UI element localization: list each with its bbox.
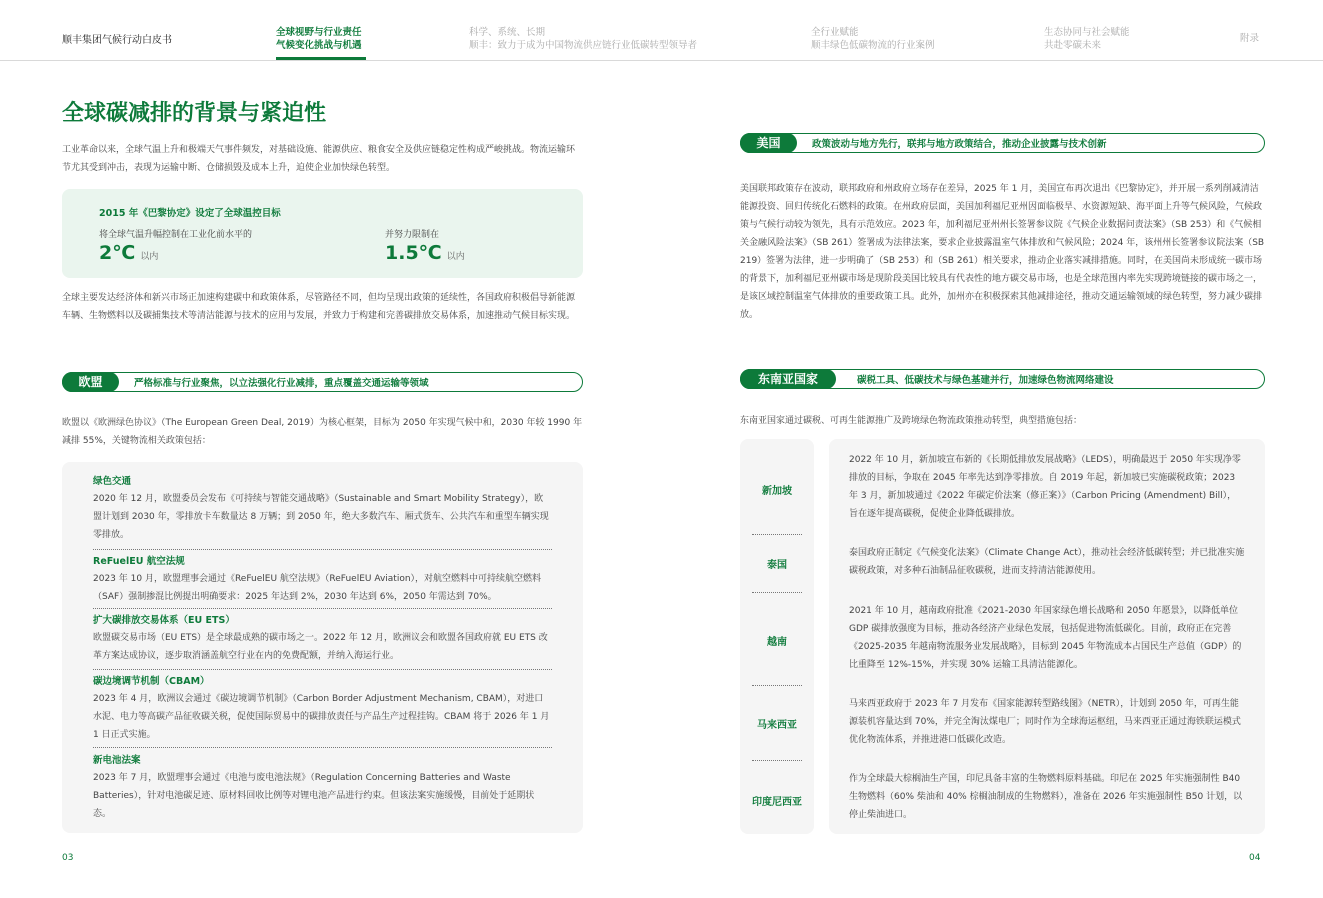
divider (93, 549, 552, 550)
eu-item-text: 2020 年 12 月，欧盟委员会发布《可持续与智能交通战略》（Sustainable and Smart Mobility Strategy），欧盟计划到 2030 年，零排放卡车数量达 8 万辆；到 2050 年，绝大多数汽车、厢式货车、公共汽车和重型车辆实现零排放。 (93, 494, 549, 540)
tab-line1: 全行业赋能 (811, 27, 859, 38)
tab-line2: 顺丰绿色低碳物流的行业案例 (811, 40, 935, 51)
sea-section-header (740, 369, 1265, 389)
top-nav (0, 0, 1323, 61)
paris-agreement-box (62, 189, 583, 278)
tab-eco-synergy[interactable] (1044, 26, 1130, 52)
eu-item-text: 2023 年 10 月，欧盟理事会通过《ReFuelEU 航空法规》（ReFuelEU Aviation），对航空燃料中可持续航空燃料（SAF）强制掺混比例提出明确要求：2025 年达到 2%，2030 年达到 6%，2050 年需达到 70%。 (93, 574, 542, 602)
us-paragraph: 美国联邦政策存在波动，联邦政府和州政府立场存在差异，2025 年 1 月，美国宣布再次退出《巴黎协定》，并开展一系列削减清洁能源投资、回归传统化石燃料的政策。在州政府层面，美国加利福尼亚州因面临极旱、水资源短缺、海平面上升等气候风险，气候政策与气候行动较为领先，具有示范效应。2023 年，加利福尼亚州州长签署参议院《气候企业数据问责法案》（SB 253）和《气候相关金融风险法案》（SB 261）签署成为法律法案，要求企业披露温室气体排放和气候风险；2024 年，该州州长签署参议院法案（SB 219）签署为法律，进一步明确了（SB 253）和（SB 261）相关要求，推动企业落实减排措施。同时，在美国尚未形成统一碳市场的背景下，加利福尼亚州碳市场是现阶段美国比较具有代表性的地方碳交易市场，也是全球范围内率先实现跨境链接的碳市场之一，是该区域控制温室气体排放的重要政策工具。此外，加州亦在积极探索其他减排途径，推动交通运输领域的绿色转型，努力减少碳排放。 (740, 184, 1265, 320)
eu-item-text: 欧盟碳交易市场（EU ETS）是全球最成熟的碳市场之一。2022 年 12 月，欧洲议会和欧盟各国政府就 EU ETS 改革方案达成协议，逐步取消涵盖航空行业在内的免费配额，并纳入海运行业。 (93, 633, 548, 661)
eu-item-title: 碳边境调节机制（CBAM） (93, 676, 210, 687)
country-label: 泰国 (767, 560, 787, 571)
page-number-left: 03 (62, 853, 74, 863)
eu-intro: 欧盟以《欧洲绿色协议》（The European Green Deal, 2019）为核心框架，目标为 2050 年实现气候中和，2030 年较 1990 年减排 55%，关键物流相关政策包括： (62, 418, 583, 446)
paris-right-figure (385, 242, 465, 264)
sea-policy-column (829, 439, 1265, 834)
eu-item-text: 2023 年 7 月，欧盟理事会通过《电池与废电池法规》（Regulation Concerning Batteries and Waste Batteries），针对电池碳足迹、原材料回收比例等对锂电池产品进行约束。但该法案实施缓慢，目前处于延期状态。 (93, 773, 535, 819)
policy-paragraph: 全球主要发达经济体和新兴市场正加速构建碳中和政策体系，尽管路径不同，但均呈现出政策的延续性，各国政府积极倡导新能源车辆、生物燃料以及碳捕集技术等清洁能源与技术的应用与发展，并致力于构建和完善碳排放交易体系，加速推动气候目标实现。 (62, 293, 576, 321)
tab-line2: 气候变化挑战与机遇 (276, 40, 362, 51)
divider (93, 608, 552, 609)
tab-science-system[interactable] (469, 26, 697, 52)
eu-section-header (62, 372, 583, 392)
sea-intro: 东南亚国家通过碳税、可再生能源推广及跨境绿色物流政策推动转型，典型措施包括： (740, 416, 1083, 426)
country-text: 2022 年 10 月，新加坡宣布新的《长期低排放发展战略》（LEDS），明确最迟于 2050 年实现净零排放的目标，争取在 2045 年率先达到净零排放。自 2019 年起，新加坡已实施碳税政策；2023 年 3 月，新加坡通过《2022 年碳定价法案（修正案）》（Carbon Pricing (Amendment) Bill），旨在逐年提高碳税，促使企业降低碳排放。 (849, 455, 1241, 519)
tab-line1: 全球视野与行业责任 (276, 27, 362, 38)
eu-item (93, 673, 552, 744)
tab-line2: 共赴零碳未来 (1044, 40, 1102, 51)
paris-right-unit: 以内 (446, 252, 465, 262)
us-section-header (740, 133, 1265, 153)
tab-line1: 生态协同与社会赋能 (1044, 27, 1130, 38)
page-number-right: 04 (1249, 853, 1261, 863)
tab-line2: 顺丰：致力于成为中国物流供应链行业低碳转型领导者 (469, 40, 698, 51)
country-label: 新加坡 (762, 486, 792, 497)
paris-left-figure (99, 242, 158, 264)
eu-item-title: ReFuelEU 航空法规 (93, 556, 185, 567)
divider (752, 760, 802, 761)
tab-line1: 科学、系统、长期 (469, 27, 546, 38)
paris-left-value: 2℃ (99, 242, 136, 264)
divider (752, 685, 802, 686)
paris-right-value: 1.5℃ (385, 242, 442, 264)
eu-tagline: 严格标准与行业聚焦，以立法强化行业减排，重点覆盖交通运输等领域 (134, 378, 429, 389)
paris-left-label: 将全球气温升幅控制在工业化前水平的 (99, 230, 253, 240)
country-label: 印度尼西亚 (752, 797, 802, 808)
country-text: 作为全球最大棕榈油生产国，印尼具备丰富的生物燃料原料基础。印尼在 2025 年实施强制性 B40 生物燃料（60% 柴油和 40% 棕榈油制成的生物燃料），准备在 2026 年实施强制性 B50 计划，以停止柴油进口。 (849, 774, 1243, 820)
eu-item-title: 新电池法案 (93, 755, 141, 766)
eu-item (93, 473, 552, 544)
eu-item-title: 扩大碳排放交易体系（EU ETS） (93, 615, 235, 626)
eu-item (93, 553, 552, 606)
country-label: 马来西亚 (757, 720, 797, 731)
tab-appendix[interactable] (1240, 32, 1259, 45)
paris-left-unit: 以内 (140, 252, 159, 262)
us-pill: 美国 (740, 133, 797, 153)
paris-title: 2015 年《巴黎协定》设定了全球温控目标 (99, 208, 281, 219)
tab-industry-enable[interactable] (811, 26, 935, 52)
divider (752, 534, 802, 535)
sea-tagline: 碳税工具、低碳技术与绿色基建并行，加速绿色物流网络建设 (857, 375, 1114, 386)
sea-country-column (740, 439, 814, 834)
country-text: 泰国政府正制定《气候变化法案》（Climate Change Act），推动社会经济低碳转型；并已批准实施碳税政策，对多种石油制品征收碳税，进而支持清洁能源使用。 (849, 548, 1245, 576)
brand-title[interactable]: 顺丰集团气候行动白皮书 (62, 35, 172, 46)
page-title: 全球碳减排的背景与紧迫性 (62, 101, 327, 126)
intro-paragraph: 工业革命以来，全球气温上升和极端天气事件频发，对基础设施、能源供应、粮食安全及供应链稳定性构成严峻挑战。物流运输环节尤其受到冲击，表现为运输中断、仓储损毁及成本上升，迫使企业加快绿色转型。 (62, 145, 576, 173)
active-tab-underline (276, 57, 366, 60)
us-tagline: 政策波动与地方先行，联邦与地方政策结合，推动企业披露与技术创新 (812, 139, 1107, 150)
tab-global-vision[interactable] (276, 26, 362, 52)
eu-pill: 欧盟 (62, 372, 119, 392)
divider (93, 747, 552, 748)
paris-right-label: 并努力限制在 (385, 230, 440, 240)
eu-item-text: 2023 年 4 月，欧洲议会通过《碳边境调节机制》（Carbon Border Adjustment Mechanism, CBAM），对进口水泥、电力等高碳产品征收碳关税，促使国际贸易中的碳排放责任与产品生产过程挂钩。CBAM 将于 2026 年 1 月 1 日正式实施。 (93, 694, 550, 740)
country-label: 越南 (767, 637, 787, 648)
tab-line1: 附录 (1240, 33, 1260, 44)
divider (752, 592, 802, 593)
eu-item (93, 752, 552, 823)
country-text: 马来西亚政府于 2023 年 7 月发布《国家能源转型路线图》（NETR），计划到 2050 年，可再生能源装机容量达到 70%，并完全淘汰煤电厂；同时作为全球海运枢纽，马来西亚正通过海铁联运模式优化物流体系，并推进港口低碳化改造。 (849, 699, 1241, 745)
country-text: 2021 年 10 月，越南政府批准《2021-2030 年国家绿色增长战略和 2050 年愿景》，以降低单位 GDP 碳排放强度为目标，推动各经济产业绿色发展，包括促进物流低碳化。目前，政府正在完善《2025-2035 年越南物流服务业发展战略》，目标到 2045 年物流成本占国民生产总值（GDP）的比重降至 12%-15%，并实现 30% 运输工具清洁能源化。 (849, 606, 1242, 670)
divider (93, 669, 552, 670)
sea-pill: 东南亚国家 (740, 369, 836, 389)
eu-item-title: 绿色交通 (93, 476, 132, 487)
eu-item (93, 612, 552, 665)
eu-policy-box (62, 462, 583, 833)
